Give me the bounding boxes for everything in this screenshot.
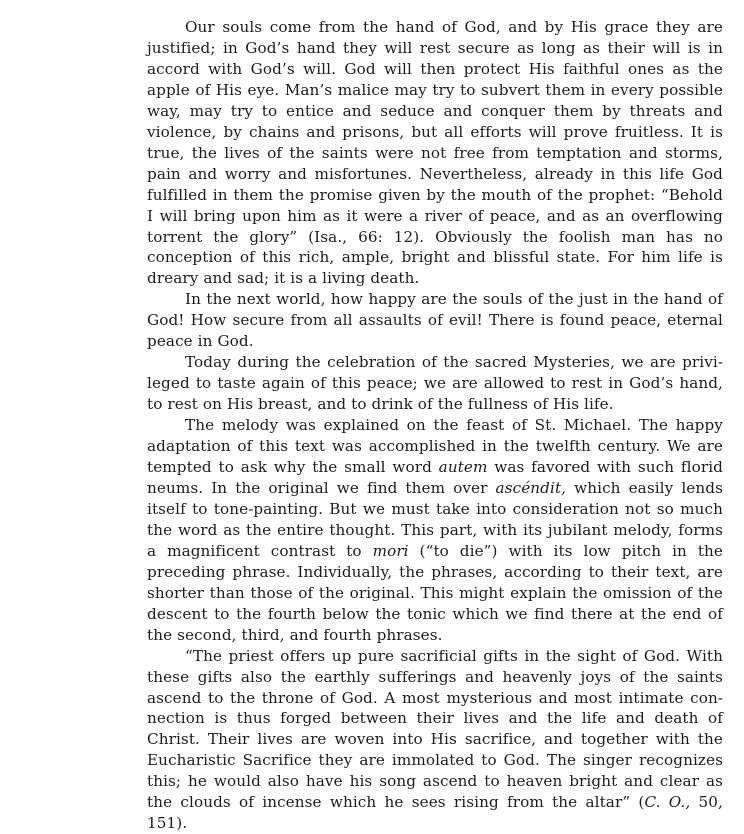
italic-citation: C. O., xyxy=(644,793,691,812)
paragraph xyxy=(147,415,723,645)
paragraph xyxy=(147,289,723,352)
text-run: was favored with such florid neums. In the original we find them over xyxy=(147,458,723,497)
italic-word: mori xyxy=(372,541,409,560)
text-run: “The priest offers up pure sacrificial gifts in the sight of God. With these gifts also the earthly sufferings and heavenly joys of the saints ascend to the throne of God. A most mysterious and most intimate connection is thus forged between their lives and the life and death of Christ. Their lives are woven into His sacrifice, and together with the Eucharistic Sacrifice they are immolated to God. The singer recognizes this; he would also have his song ascend to heaven bright and clear as the clouds of incense which he sees rising from the altar” ( xyxy=(147,646,723,812)
text-run: Today during the celebration of the sacred Mysteries, we are privileged to taste again of this peace; we are allowed to rest in God’s hand, to rest on His breast, and to drink of the fullness of His life. xyxy=(147,353,723,414)
text-run: In the next world, how happy are the souls of the just in the hand of God! How secure from all assaults of evil! There is found peace, eternal peace in God. xyxy=(147,290,723,351)
document-page xyxy=(147,17,723,834)
text-run: 50, 151). xyxy=(147,793,723,833)
text-run: Our souls come from the hand of God, and by His grace they are justified; in God’s hand they will rest secure as long as their will is in accord with God’s will. God will then protect His faithful ones as the apple of His eye. Man’s malice may try to subvert them in every possible way, may try to entice and seduce and conquer them by threats and violence, by chains and prisons, but all efforts will prove fruitless. It is true, the lives of the saints were not free from temptation and storms, pain and worry and misfortunes. Nevertheless, already in this life God fulfilled in them the promise given by the mouth of the prophet: “Behold I will bring upon him as it were a river of peace, and as an overflowing torrent the glory” (Isa., 66: 12). Obviously the foolish man has no conception of this rich, ample, bright and blissful state. For him life is dreary and sad; it is a living death. xyxy=(147,18,723,288)
paragraph xyxy=(147,352,723,415)
text-run: which easily lends itself to tone-painting. But we must take into consideration not so much the word as the entire thought. This part, with its jubilant melody, forms a magnificent contrast to xyxy=(147,478,723,560)
italic-word: ascéndit, xyxy=(495,478,567,497)
paragraph xyxy=(147,646,723,834)
italic-word: autem xyxy=(438,458,488,477)
paragraph xyxy=(147,17,723,289)
text-run: The melody was explained on the feast of St. Michael. The happy adaptation of this text was accomplished in the twelfth century. We are tempted to ask why the small word xyxy=(147,416,723,477)
text-run: (“to die”) with its low pitch in the preceding phrase. Individually, the phrases, according to their text, are shorter than those of the original. This might explain the omission of the descent to the fourth below the tonic which we find there at the end of the second, third, and fourth phrases. xyxy=(147,541,723,644)
